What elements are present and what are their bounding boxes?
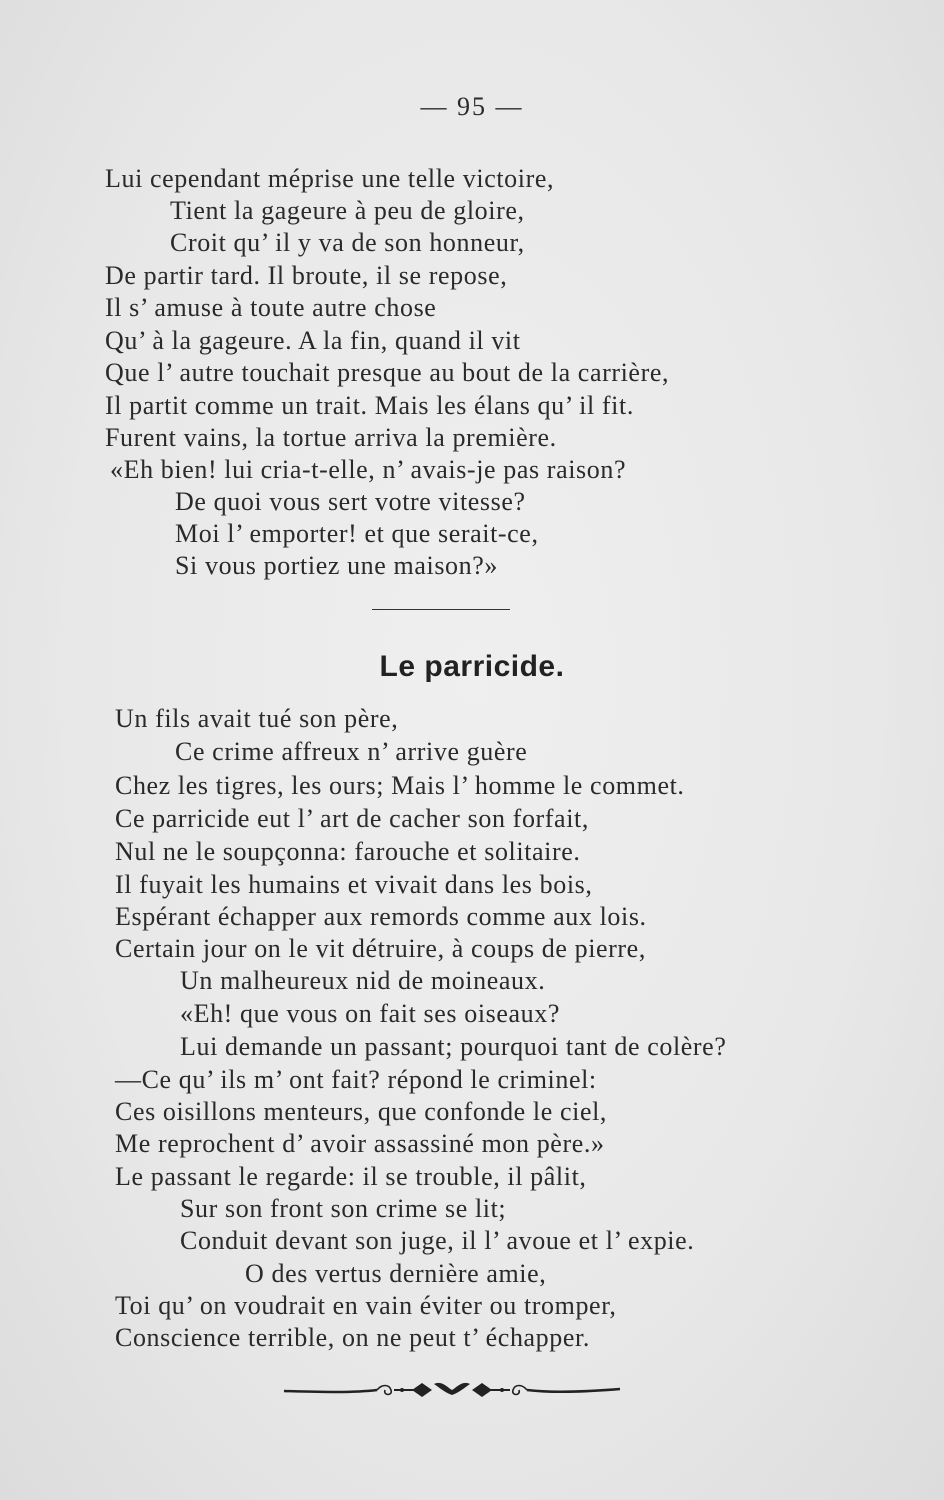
verse-line: Sur son front son crime se lit; — [180, 1194, 507, 1223]
verse-line: Un malheureux nid de moineaux. — [180, 966, 546, 995]
verse-line: Toi qu’ on voudrait en vain éviter ou tromper, — [115, 1291, 617, 1320]
verse-line: Un fils avait tué son père, — [115, 704, 399, 733]
verse-line: Tient la gageure à peu de gloire, — [170, 196, 525, 225]
verse-line: Ce crime affreux n’ arrive guère — [175, 737, 528, 766]
verse-line: Il fuyait les humains et vivait dans les bois, — [115, 870, 593, 899]
section-divider — [372, 609, 510, 610]
verse-line: Qu’ à la gageure. A la fin, quand il vit — [105, 326, 521, 355]
verse-line: Lui demande un passant; pourquoi tant de colère? — [180, 1032, 727, 1061]
verse-line: De quoi vous sert votre vitesse? — [175, 487, 526, 516]
verse-line: Le passant le regarde: il se trouble, il pâlit, — [115, 1162, 587, 1191]
page-number: — 95 — — [420, 92, 524, 121]
verse-line: —Ce qu’ ils m’ ont fait? répond le criminel: — [115, 1065, 597, 1094]
verse-line: Nul ne le soupçonna: farouche et solitaire. — [115, 837, 581, 866]
verse-line: Furent vains, la tortue arriva la première. — [105, 423, 557, 452]
verse-line: De partir tard. Il broute, il se repose, — [105, 261, 508, 290]
verse-line: Que l’ autre touchait presque au bout de la carrière, — [105, 358, 670, 387]
verse-line: «Eh! que vous on fait ses oiseaux? — [180, 999, 560, 1028]
verse-line: «Eh bien! lui cria-t-elle, n’ avais-je pas raison? — [110, 455, 627, 484]
verse-line: Conscience terrible, on ne peut t’ échapper. — [115, 1323, 590, 1352]
verse-line: Chez les tigres, les ours; Mais l’ homme le commet. — [115, 771, 685, 800]
verse-line: Si vous portiez une maison?» — [175, 551, 498, 580]
verse-line: Ces oisillons menteurs, que confonde le ciel, — [115, 1097, 608, 1126]
verse-line: Espérant échapper aux remords comme aux lois. — [115, 902, 647, 931]
verse-line: Certain jour on le vit détruire, à coups de pierre, — [115, 934, 646, 963]
verse-line: Croit qu’ il y va de son honneur, — [170, 228, 525, 257]
verse-line: Me reprochent d’ avoir assassiné mon père.» — [115, 1129, 605, 1158]
verse-line: Il partit comme un trait. Mais les élans qu’ il fit. — [105, 391, 634, 420]
verse-line: O des vertus dernière amie, — [245, 1259, 547, 1288]
verse-line: Il s’ amuse à toute autre chose — [105, 293, 437, 322]
verse-line: Moi l’ emporter! et que serait-ce, — [175, 519, 539, 548]
poem-title: Le parricide. — [379, 650, 565, 683]
verse-line: Lui cependant méprise une telle victoire, — [105, 164, 555, 193]
verse-line: Ce parricide eut l’ art de cacher son forfait, — [115, 804, 589, 833]
verse-line: Conduit devant son juge, il l’ avoue et l’ expie. — [180, 1226, 695, 1255]
end-ornament-icon — [282, 1378, 622, 1400]
